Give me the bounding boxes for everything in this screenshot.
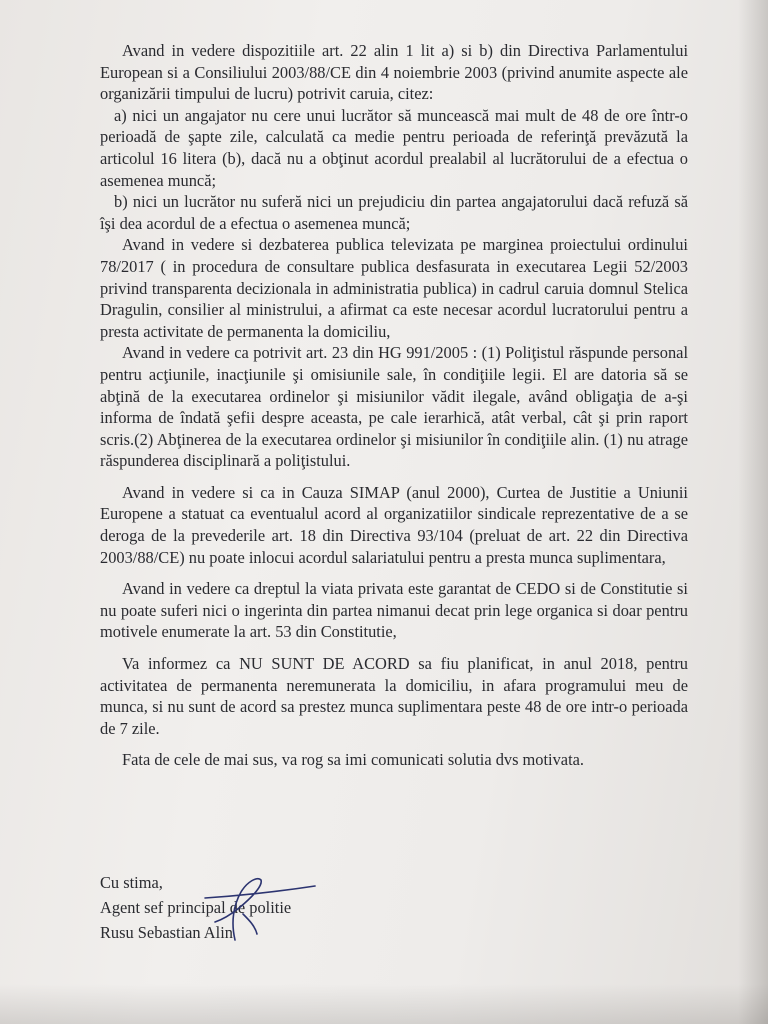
paragraph-refusal: Va informez ca NU SUNT DE ACORD sa fiu planificat, in anul 2018, pentru activitatea de permanenta neremunerata la domiciliu, in afara programului meu de munca, si nu sunt de acord sa prestez munca suplimentara peste 48 de ore intr-o perioada de 7 zile. xyxy=(100,654,688,738)
paragraph-request: Fata de cele de mai sus, va rog sa imi comunicati solutia dvs motivata. xyxy=(122,750,585,770)
signatory-rank: Agent sef principal de politie xyxy=(100,898,292,917)
paragraph-public-debate: Avand in vedere si dezbaterea publica televizata pe marginea proiectului ordinului 78/2017 ( in procedura de consultare publica desfasurata in executarea Legii 52/2003 privind transparenta decizionala in administratia publica) in cadrul caruia domnul Stelica Dragulin, consilier al ministrului, a afirmat ca este necesar acordul lucratorului pentru a presta activitate de permanenta la domiciliu, xyxy=(100,235,688,341)
paragraph-hg-991: Avand in vedere ca potrivit art. 23 din HG 991/2005 : (1) Poliţistul răspunde personal pentru acţiunile, inacţiunile şi omisiunile sale, în condiţiile legii. El are datoria să se abţină de la executarea ordinelor şi misiunilor vădit ilegale, având obligaţia de a-şi informa de îndată şefii despre aceasta, pe cale ierarhică, atât verbal, cât şi prin raport scris.(2) Abţinerea de la executarea ordinelor şi misiunilor în condiţiile alin. (1) nu atrage răspunderea disciplinară a poliţistului. xyxy=(100,343,688,471)
paragraph-simap: Avand in vedere si ca in Cauza SIMAP (anul 2000), Curtea de Justitie a Uniunii Europene a statuat ca eventualul acord al organizatiilor sindicale reprezentative de a se deroga de la prevederile art. 18 din Directiva 93/104 (preluat de art. 22 din Directiva 2003/88/CE) nu poate inlocui acordul salariatului pentru a presta munca suplimentara, xyxy=(100,482,688,567)
paragraph-private-life: Avand in vedere ca dreptul la viata privata este garantat de CEDO si de Constitutie si nu poate suferi nici o ingerinta din partea nimanui decat prin lege organica si doar pentru motivele enumerate la art. 53 din Constitutie, xyxy=(100,579,688,642)
paragraph-point-a: a) nici un angajator nu cere unui lucrător să muncească mai mult de 48 de ore într-o perioadă de şapte zile, calculată ca medie pentru perioada de referinţă prevăzută la articolul 16 litera (b), dacă nu a obţinut acordul prealabil al lucrătorului de a efectua o asemenea muncă; xyxy=(100,105,688,190)
paragraph-point-b: b) nici un lucrător nu suferă nici un prejudiciu din partea angajatorului dacă refuză să îşi dea acordul de a efectua o asemenea muncă; xyxy=(100,192,688,233)
handwritten-signature xyxy=(165,868,325,948)
page-edge-shadow xyxy=(738,0,768,1024)
signatory-name: Rusu Sebastian Alin xyxy=(100,923,233,942)
paragraph-directive: Avand in vedere dispozitiile art. 22 alin 1 lit a) si b) din Directiva Parlamentului European si a Consiliului 2003/88/CE din 4 noiembrie 2003 (privind anumite aspecte ale organizării timpului de lucru) potrivit caruia, citez: xyxy=(100,41,688,104)
page-bottom-shadow xyxy=(0,984,768,1024)
salutation: Cu stima, xyxy=(100,873,163,892)
letter-body xyxy=(100,40,688,771)
